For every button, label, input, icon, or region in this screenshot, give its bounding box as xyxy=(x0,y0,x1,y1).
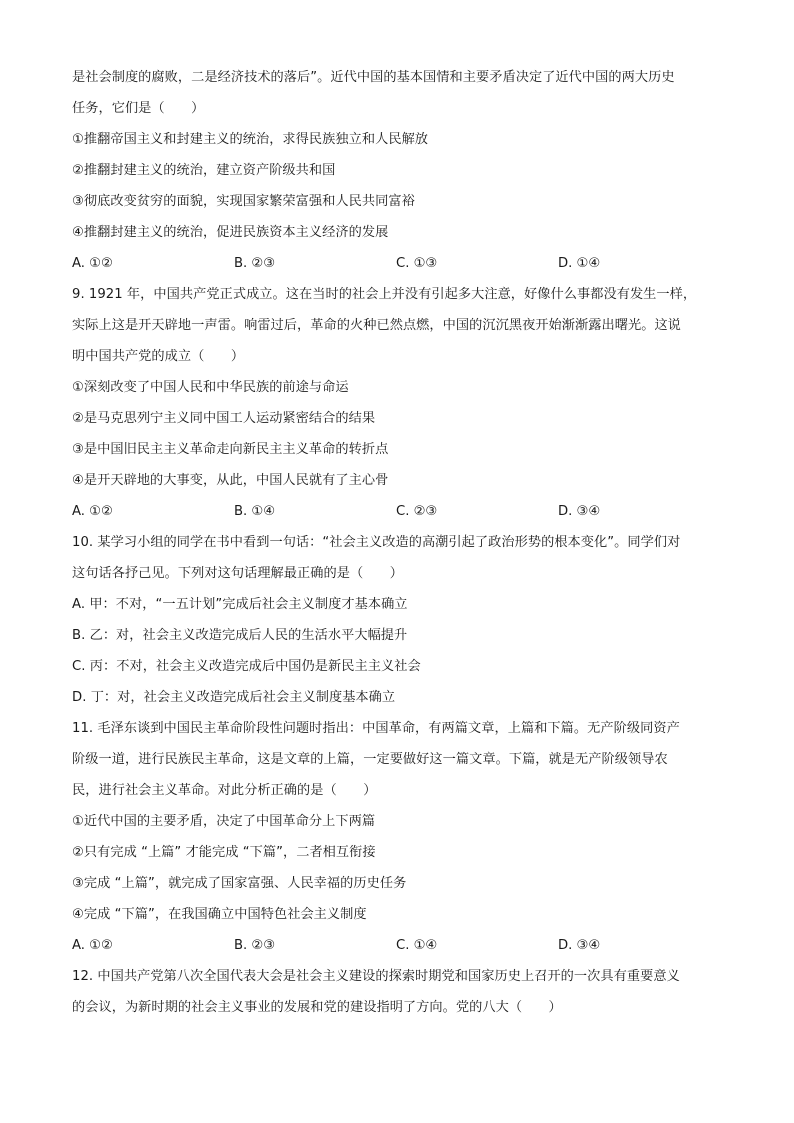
statement-item: ④推翻封建主义的统治，促进民族资本主义经济的发展 xyxy=(72,225,389,240)
answer-options xyxy=(72,248,720,279)
question-stem-line: 任务，它们是（ ） xyxy=(72,101,205,116)
question-stem-line: 民，进行社会主义革命。对此分析正确的是（ ） xyxy=(72,783,377,798)
statement-item: ②是马克思列宁主义同中国工人运动紧密结合的结果 xyxy=(72,411,376,426)
question-11 xyxy=(72,713,720,961)
option-c[interactable]: C. 丙：不对，社会主义改造完成后中国仍是新民主主义社会 xyxy=(72,659,421,674)
statement-item: ③彻底改变贫穷的面貌，实现国家繁荣富强和人民共同富裕 xyxy=(72,194,415,209)
option-a[interactable]: A. ①② xyxy=(72,256,113,271)
option-d[interactable]: D. ③④ xyxy=(558,504,601,519)
exam-page xyxy=(72,62,720,1023)
statement-item: ④完成 “下篇”，在我国确立中国特色社会主义制度 xyxy=(72,907,367,922)
statement-item: ②推翻封建主义的统治，建立资产阶级共和国 xyxy=(72,163,336,178)
question-stem-line: 实际上这是开天辟地一声雷。响雷过后，革命的火种已然点燃，中国的沉沉黑夜开始渐渐露出曙光。这说 xyxy=(72,318,681,333)
question-stem-line: 12. 中国共产党第八次全国代表大会是社会主义建设的探索时期党和国家历史上召开的一次具有重要意义 xyxy=(72,969,680,984)
option-a[interactable]: A. ①② xyxy=(72,938,113,953)
option-c[interactable]: C. ②③ xyxy=(396,504,438,519)
option-d[interactable]: D. ③④ xyxy=(558,938,601,953)
question-stem-line: 11. 毛泽东谈到中国民主革命阶段性问题时指出：中国革命，有两篇文章，上篇和下篇。无产阶级同资产 xyxy=(72,721,680,736)
statement-item: ①深刻改变了中国人民和中华民族的前途与命运 xyxy=(72,380,349,395)
answer-options xyxy=(72,930,720,961)
question-9 xyxy=(72,279,720,527)
statement-item: ③是中国旧民主主义革命走向新民主主义革命的转折点 xyxy=(72,442,389,457)
question-stem-line: 是社会制度的腐败，二是经济技术的落后”。近代中国的基本国情和主要矛盾决定了近代中国的两大历史 xyxy=(72,70,675,85)
option-c[interactable]: C. ①③ xyxy=(396,256,438,271)
question-12 xyxy=(72,961,720,1023)
option-d[interactable]: D. ①④ xyxy=(558,256,601,271)
question-stem-line: 明中国共产党的成立（ ） xyxy=(72,349,245,364)
statement-item: ④是开天辟地的大事变，从此，中国人民就有了主心骨 xyxy=(72,473,389,488)
option-c[interactable]: C. ①④ xyxy=(396,938,438,953)
option-b[interactable]: B. 乙：对，社会主义改造完成后人民的生活水平大幅提升 xyxy=(72,628,408,643)
option-a[interactable]: A. 甲：不对，“一五计划”完成后社会主义制度才基本确立 xyxy=(72,597,408,612)
question-stem-line: 9. 1921 年，中国共产党正式成立。这在当时的社会上并没有引起多大注意，好像什么事都没有发生一样， xyxy=(72,287,697,302)
option-a[interactable]: A. ①② xyxy=(72,504,113,519)
option-b[interactable]: B. ①④ xyxy=(234,504,276,519)
option-b[interactable]: B. ②③ xyxy=(234,256,276,271)
question-stem-line: 阶级一道，进行民族民主革命，这是文章的上篇，一定要做好这一篇文章。下篇，就是无产阶级领导农 xyxy=(72,752,668,767)
question-8 xyxy=(72,62,720,279)
statement-item: ③完成 “上篇”，就完成了国家富强、人民幸福的历史任务 xyxy=(72,876,407,891)
question-stem-line: 的会议，为新时期的社会主义事业的发展和党的建设指明了方向。党的八大（ ） xyxy=(72,1000,562,1015)
answer-options xyxy=(72,496,720,527)
statement-item: ②只有完成 “上篇” 才能完成 “下篇”，二者相互衔接 xyxy=(72,845,376,860)
question-10 xyxy=(72,527,720,713)
statement-item: ①近代中国的主要矛盾，决定了中国革命分上下两篇 xyxy=(72,814,376,829)
question-stem-line: 10. 某学习小组的同学在书中看到一句话：“社会主义改造的高潮引起了政治形势的根本变化”。同学们对 xyxy=(72,535,681,550)
statement-item: ①推翻帝国主义和封建主义的统治，求得民族独立和人民解放 xyxy=(72,132,429,147)
option-b[interactable]: B. ②③ xyxy=(234,938,276,953)
option-d[interactable]: D. 丁：对，社会主义改造完成后社会主义制度基本确立 xyxy=(72,690,396,705)
question-stem-line: 这句话各抒己见。下列对这句话理解最正确的是（ ） xyxy=(72,566,403,581)
